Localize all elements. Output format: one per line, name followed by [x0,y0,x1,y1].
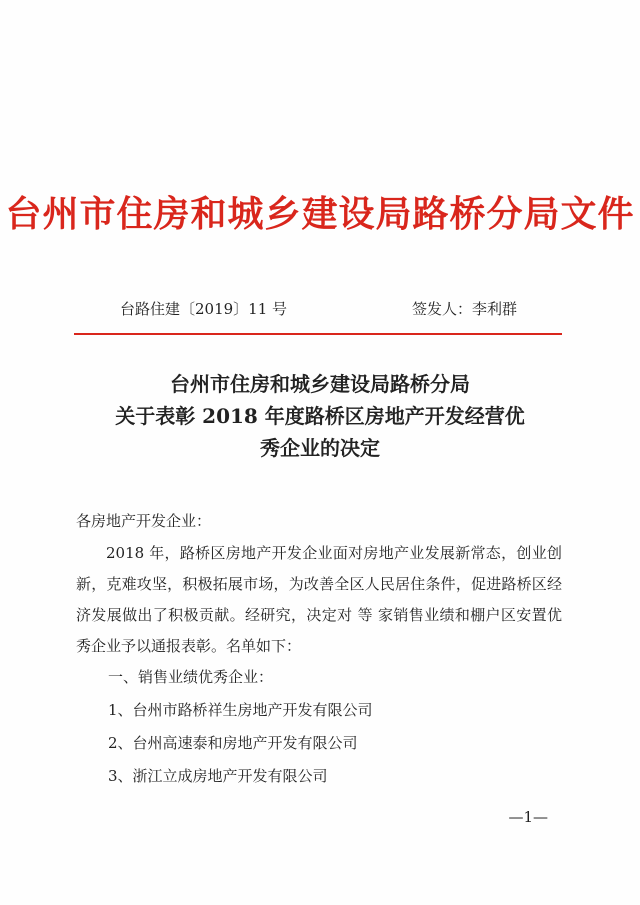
body-paragraph: 2018 年，路桥区房地产开发企业面对房地产业发展新常态，创业创新，克难攻坚，积极拓展市场，为改善全区人民居住条件，促进路桥区经济发展做出了积极贡献。经研究，决定对 等 家销售业绩和棚户区安置优秀企业予以通报表彰。名单如下： [76,544,562,655]
document-number: 台路住建〔2019〕11 号 [120,300,288,318]
company-list [108,661,373,793]
title-line-2: 关于表彰 2018 年度路桥区房地产开发经营优 [115,404,525,428]
decision-title [60,368,580,464]
salutation: 各房地产开发企业： [76,512,212,530]
list-item: 3、浙江立成房地产开发有限公司 [108,767,328,785]
document-header-title: 台州市住房和城乡建设局路桥分局文件 [5,193,635,235]
header-divider [74,333,562,335]
list-item: 2、台州高速泰和房地产开发有限公司 [108,734,358,752]
title-line-3: 秀企业的决定 [260,436,380,460]
title-line-1: 台州市住房和城乡建设局路桥分局 [170,372,470,396]
list-item: 1、台州市路桥祥生房地产开发有限公司 [108,701,373,719]
signer: 签发人：李利群 [412,300,518,318]
section-heading: 一、销售业绩优秀企业： [108,668,274,686]
page-number: —1— [508,808,548,826]
